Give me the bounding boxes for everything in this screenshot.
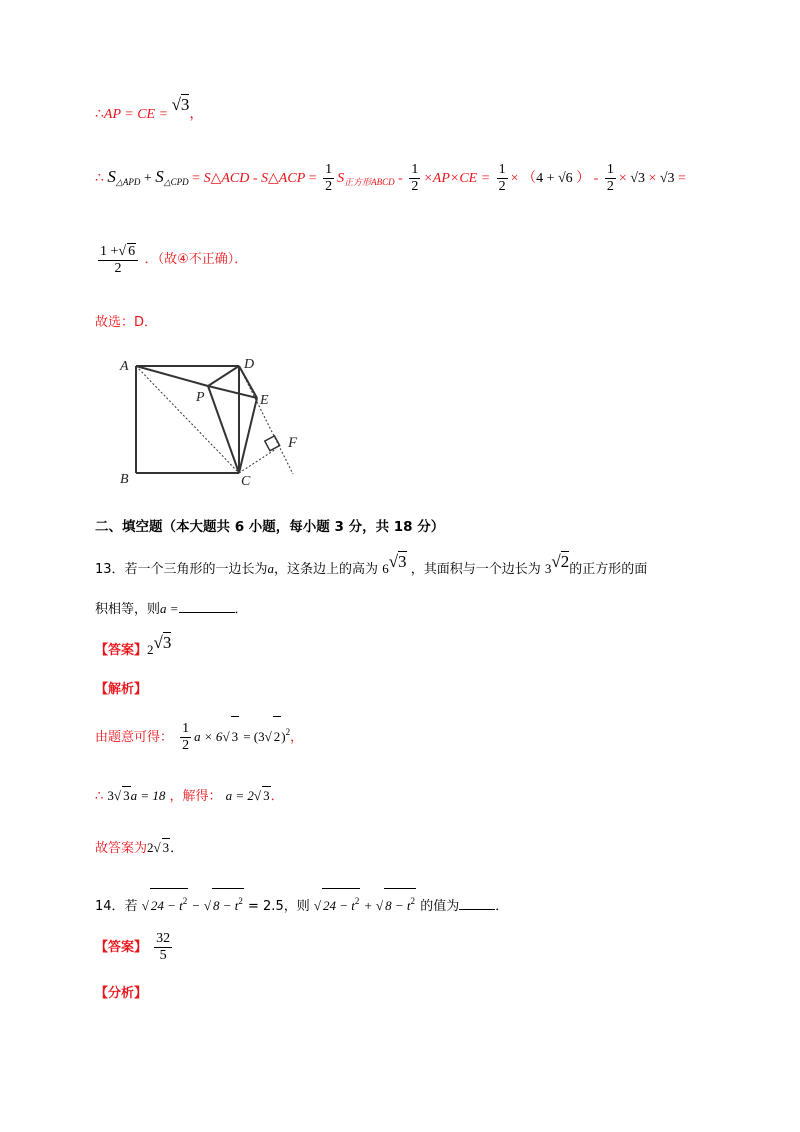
fraction-half: $\frac{1}{2}$	[498, 162, 506, 195]
label-p: P	[196, 390, 205, 405]
q13-answer: 【答案】2√3	[95, 633, 172, 658]
q13-step3: 故答案为2√ 3．	[95, 840, 184, 856]
sqrt-2: √ 2	[265, 716, 282, 757]
sqrt-3: √ 3	[253, 788, 270, 803]
sqrt-3: √3	[171, 95, 190, 114]
ap-ce-equation: AP = CE =	[103, 107, 169, 122]
edge-ec	[239, 398, 257, 473]
q13-stem-line2: 积相等，则a = ．	[95, 601, 248, 617]
fraction-half: $\frac{1}{2}$	[182, 721, 190, 753]
sqrt-3: √ 3	[153, 840, 170, 855]
right-angle-mark	[265, 436, 280, 451]
sqrt-2: √2	[551, 552, 570, 571]
line-result: $\frac{1 +√ 6}{2}$ ．（故④不正确）．	[100, 243, 248, 276]
q14-answer: 【答案】 $\frac{32}{5}$	[95, 931, 171, 963]
edge-pd	[208, 366, 239, 386]
sqrt-24-minus-t2: √ $24 - t^2$	[314, 888, 361, 918]
edge-pc	[208, 386, 239, 473]
q14-stem: 14．若 √ $24 - t^2$ − √ $8 - t^2 = 2.5$，则 √ $24 - t^2$ + √ $8 - t^2$ 的值为 ．	[95, 888, 508, 919]
sqrt-8-minus-t2: √ $8 - t^2$	[376, 888, 416, 918]
label-f: F	[288, 435, 298, 451]
label-e: E	[260, 393, 269, 408]
q13-step2: ∴ 3√ 3a = 18 ，解得： a = 2√ 3．	[95, 788, 284, 804]
sqrt-3: √3	[630, 171, 645, 186]
q13-analysis-tag: 【解析】	[95, 682, 148, 697]
section-title: 二、填空题（本大题共 6 小题，每小题 3 分，共 18 分）	[95, 519, 445, 535]
line-area-expression: ∴ $S_{\triangle APD} + S_{\triangle CPD}$ = S△ACD - S△ACP = $\frac{1}{2}$ $S_{正方形ABCD}$ - $\frac{1}{2}$ ×AP×CE = $\frac{1}{2}$ × （4 + √6 ） - $\frac{1}{2}$ × √3 × √3 =	[95, 162, 686, 195]
fraction-result: $\frac{1 +√ 6}{2}$	[98, 243, 138, 277]
choice-line: 故选：D．	[95, 315, 158, 330]
dotted-ac	[136, 366, 239, 473]
sqrt-3: √ 3	[113, 788, 130, 803]
edge-ap	[136, 366, 208, 386]
geometry-figure	[110, 352, 310, 492]
fraction-answer: $\frac{32}{5}$	[156, 931, 171, 963]
label-d: D	[244, 357, 255, 372]
answer-blank[interactable]	[459, 909, 495, 910]
line-ap-ce: ∴AP = CE = √3，	[95, 95, 204, 122]
sqrt-8-minus-t2: √ $8 - t^2$	[204, 888, 244, 918]
sqrt-6: √6	[557, 171, 573, 186]
label-c: C	[241, 474, 251, 489]
answer-blank[interactable]	[179, 612, 235, 613]
q13-stem-line1: 13．若一个三角形的一边长为a，这条边上的高为 6√3 ，其面积与一个边长为 3√2的正方形的面	[95, 552, 648, 577]
fraction-half: $\frac{1}{2}$	[411, 162, 419, 195]
q14-analysis-tag: 【分析】	[95, 986, 148, 1001]
fraction-half: $\frac{1}{2}$	[325, 162, 333, 195]
sqrt-3: √3	[388, 552, 407, 571]
sqrt-24-minus-t2: √ $24 - t^2$	[142, 888, 189, 918]
sqrt-3: √3	[153, 633, 172, 652]
label-a: A	[120, 359, 129, 374]
sqrt-3: √3	[659, 171, 675, 186]
sqrt-3: √ 3	[222, 716, 239, 757]
label-b: B	[120, 472, 129, 487]
q13-step1: 由题意可得： $\frac{1}{2}$ a × 6√ 3 = (3√ 2)$^2$，	[95, 712, 303, 758]
fraction-half: $\frac{1}{2}$	[606, 162, 614, 195]
